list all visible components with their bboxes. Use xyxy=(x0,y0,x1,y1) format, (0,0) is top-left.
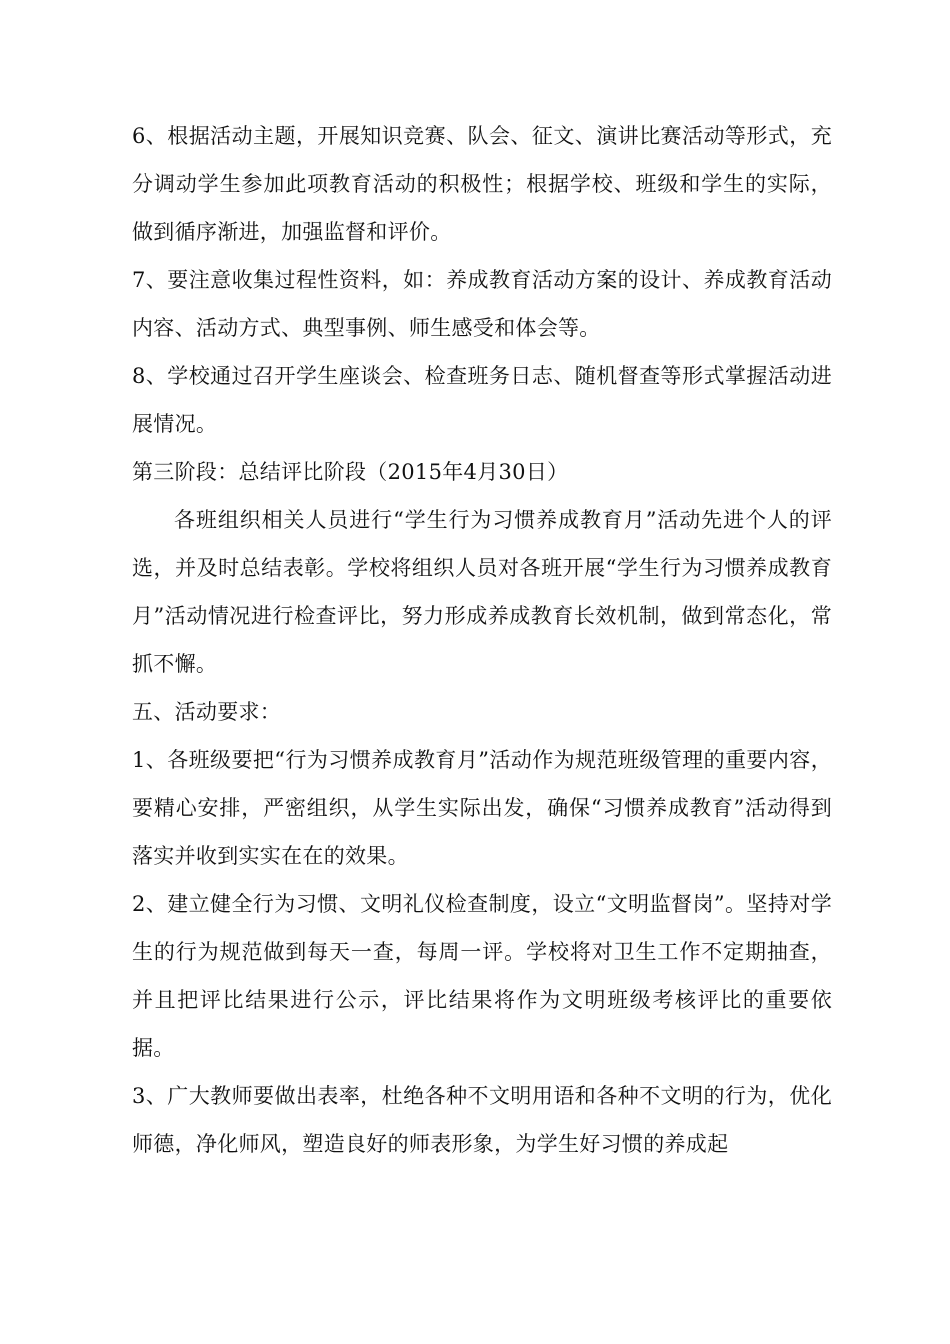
stage-three-heading: 第三阶段：总结评比阶段（2015年4月30日） xyxy=(132,460,569,484)
requirement-item-3: 3、广大教师要做出表率，杜绝各种不文明用语和各种不文明的行为，优化师德，净化师风，塑造良好的师表形象，为学生好习惯的养成起 xyxy=(132,1084,832,1156)
section-five-heading: 五、活动要求： xyxy=(132,700,282,724)
stage-three-body: 各班组织相关人员进行“学生行为习惯养成教育月”活动先进个人的评选，并及时总结表彰。学校将组织人员对各班开展“学生行为习惯养成教育月”活动情况进行检查评比，努力形成养成教育长效机制，做到常态化，常抓不懈。 xyxy=(132,508,832,676)
paragraph-item-6: 6、根据活动主题，开展知识竞赛、队会、征文、演讲比赛活动等形式，充分调动学生参加此项教育活动的积极性；根据学校、班级和学生的实际，做到循序渐进，加强监督和评价。 xyxy=(132,124,832,244)
paragraph-item-7: 7、要注意收集过程性资料，如：养成教育活动方案的设计、养成教育活动内容、活动方式、典型事例、师生感受和体会等。 xyxy=(132,268,832,340)
requirement-item-2: 2、建立健全行为习惯、文明礼仪检查制度，设立“文明监督岗”。坚持对学生的行为规范做到每天一查，每周一评。学校将对卫生工作不定期抽查，并且把评比结果进行公示，评比结果将作为文明班级考核评比的重要依据。 xyxy=(132,892,832,1060)
paragraph-item-8: 8、学校通过召开学生座谈会、检查班务日志、随机督查等形式掌握活动进展情况。 xyxy=(132,364,832,436)
document-page xyxy=(132,112,832,1168)
requirement-item-1: 1、各班级要把“行为习惯养成教育月”活动作为规范班级管理的重要内容，要精心安排，严密组织，从学生实际出发，确保“习惯养成教育”活动得到落实并收到实实在在的效果。 xyxy=(132,748,832,868)
